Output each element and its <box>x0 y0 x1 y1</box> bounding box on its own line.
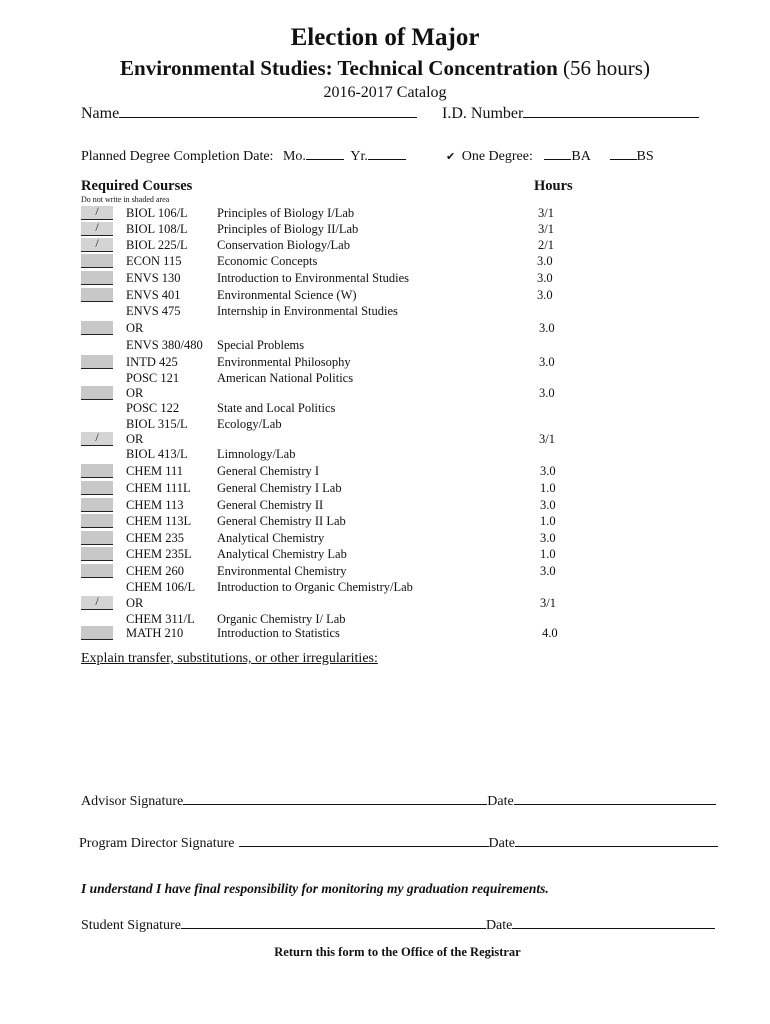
id-number-field[interactable] <box>442 103 699 123</box>
checkoff-box <box>81 498 113 512</box>
ba-label: BA <box>571 149 591 164</box>
or-label: OR <box>126 596 144 610</box>
course-title: General Chemistry I Lab <box>217 481 342 495</box>
hours-heading: Hours <box>534 178 573 194</box>
bs-blank[interactable] <box>610 145 637 160</box>
course-code: CHEM 235 <box>126 531 184 545</box>
course-hours: 4.0 <box>542 626 558 640</box>
course-hours: 3.0 <box>540 531 556 545</box>
course-hours: 3.0 <box>540 564 556 578</box>
checkoff-box <box>81 481 113 495</box>
course-code: CHEM 111 <box>126 464 184 478</box>
name-field[interactable] <box>81 103 417 123</box>
completion-date-label: Planned Degree Completion Date: <box>81 149 274 164</box>
checkoff-box: / <box>81 432 113 446</box>
course-title: Principles of Biology II/Lab <box>217 222 359 236</box>
course-code: ENVS 401 <box>126 288 181 302</box>
checkoff-box <box>81 531 113 545</box>
checkoff-box <box>81 271 113 285</box>
checkoff-box <box>81 464 113 478</box>
year-blank[interactable] <box>368 145 406 160</box>
shaded-area-note: Do not write in shaded area <box>81 195 170 204</box>
course-hours: 1.0 <box>540 481 556 495</box>
course-title: General Chemistry II <box>217 498 324 512</box>
advisor-signature-label: Advisor Signature <box>81 794 184 809</box>
month-label: Mo. <box>282 149 306 164</box>
course-hours: 3.0 <box>539 355 555 369</box>
student-signature-row <box>81 914 715 934</box>
bs-label: BS <box>636 149 654 164</box>
course-hours: 1.0 <box>540 547 556 561</box>
date-label: Date <box>487 794 514 809</box>
course-title: Analytical Chemistry Lab <box>217 547 347 561</box>
director-date-blank[interactable] <box>515 832 718 847</box>
course-hours: 3.0 <box>540 464 556 478</box>
course-code: CHEM 113 <box>126 498 184 512</box>
year-label: Yr. <box>350 149 368 164</box>
checkoff-box: / <box>81 238 113 252</box>
student-signature-label: Student Signature <box>81 918 181 933</box>
id-number-label: I.D. Number <box>442 105 524 122</box>
concentration-name: Environmental Studies: Technical Concentration <box>120 56 558 80</box>
course-title: Principles of Biology I/Lab <box>217 206 355 220</box>
course-hours: 3.0 <box>539 321 555 335</box>
course-code: BIOL 315/L <box>126 417 188 431</box>
responsibility-statement: I understand I have final responsibility for monitoring my graduation requirements. <box>81 881 549 896</box>
course-hours: 3/1 <box>539 432 555 446</box>
course-code: ENVS 475 <box>126 304 181 318</box>
id-number-blank[interactable] <box>523 103 699 118</box>
course-hours: 1.0 <box>540 514 556 528</box>
checkoff-box <box>81 626 113 640</box>
course-title: Special Problems <box>217 338 305 352</box>
student-date-blank[interactable] <box>512 914 715 929</box>
course-title: Ecology/Lab <box>217 417 282 431</box>
completion-date-row <box>81 145 406 165</box>
checkoff-box: / <box>81 222 113 236</box>
course-title: Introduction to Environmental Studies <box>217 271 409 285</box>
checkoff-box: / <box>81 206 113 220</box>
checkoff-box <box>81 355 113 369</box>
course-code: BIOL 106/L <box>126 206 188 220</box>
course-code: INTD 425 <box>126 355 178 369</box>
or-label: OR <box>126 432 144 446</box>
one-degree-row <box>446 145 654 165</box>
checkoff-box <box>81 564 113 578</box>
course-title: Environmental Science (W) <box>217 288 357 302</box>
course-code: CHEM 106/L <box>126 580 196 594</box>
checkoff-box: / <box>81 596 113 610</box>
course-title: American National Politics <box>217 371 354 385</box>
irregularities-label: Explain transfer, substitutions, or other irregularities: <box>81 651 378 666</box>
course-code: POSC 121 <box>126 371 180 385</box>
checkoff-box <box>81 386 113 400</box>
director-signature-row <box>79 832 718 852</box>
course-hours: 2/1 <box>538 238 554 252</box>
form-title: Election of Major <box>290 24 480 51</box>
checkoff-box <box>81 254 113 268</box>
course-code: CHEM 260 <box>126 564 184 578</box>
checkoff-box <box>81 547 113 561</box>
course-title: General Chemistry I <box>217 464 320 478</box>
course-code: ENVS 130 <box>126 271 181 285</box>
month-blank[interactable] <box>306 145 344 160</box>
director-signature-blank[interactable] <box>239 832 489 847</box>
course-code: ECON 115 <box>126 254 182 268</box>
checkmark-icon: ✔ <box>446 150 456 163</box>
course-hours: 3/1 <box>538 222 554 236</box>
course-title: Environmental Chemistry <box>217 564 347 578</box>
course-title: Analytical Chemistry <box>217 531 325 545</box>
course-title: General Chemistry II Lab <box>217 514 346 528</box>
student-signature-blank[interactable] <box>181 914 486 929</box>
advisor-date-blank[interactable] <box>514 790 716 805</box>
required-courses-heading: Required Courses <box>81 178 193 194</box>
checkoff-box <box>81 288 113 302</box>
course-title: Economic Concepts <box>217 254 318 268</box>
course-code: ENVS 380/480 <box>126 338 203 352</box>
course-title: Introduction to Statistics <box>217 626 340 640</box>
course-code: BIOL 413/L <box>126 447 188 461</box>
course-title: State and Local Politics <box>217 401 336 415</box>
course-hours: 3/1 <box>540 596 556 610</box>
one-degree-label: One Degree: <box>461 149 533 164</box>
course-code: BIOL 108/L <box>126 222 188 236</box>
course-hours: 3.0 <box>537 254 553 268</box>
course-code: BIOL 225/L <box>126 238 188 252</box>
course-title: Internship in Environmental Studies <box>217 304 398 318</box>
course-code: CHEM 113L <box>126 514 192 528</box>
course-code: MATH 210 <box>126 626 184 640</box>
course-hours: 3.0 <box>540 498 556 512</box>
date-label: Date <box>485 918 513 933</box>
ba-blank[interactable] <box>544 145 571 160</box>
advisor-signature-blank[interactable] <box>183 790 487 805</box>
advisor-signature-row <box>81 790 716 810</box>
course-code: CHEM 111L <box>126 481 191 495</box>
name-label: Name <box>81 105 120 122</box>
checkoff-box <box>81 514 113 528</box>
course-code: CHEM 235L <box>126 547 192 561</box>
form-subtitle <box>0 56 770 81</box>
or-label: OR <box>126 321 144 335</box>
course-hours: 3/1 <box>538 206 554 220</box>
name-blank[interactable] <box>119 103 417 118</box>
director-signature-label: Program Director Signature <box>79 836 235 851</box>
course-title: Limnology/Lab <box>217 447 296 461</box>
total-hours: (56 hours) <box>563 56 650 80</box>
course-hours: 3.0 <box>537 271 553 285</box>
course-hours: 3.0 <box>539 386 555 400</box>
checkoff-box <box>81 321 113 335</box>
course-code: POSC 122 <box>126 401 180 415</box>
course-title: Introduction to Organic Chemistry/Lab <box>217 580 413 594</box>
course-code: CHEM 311/L <box>126 612 195 626</box>
or-label: OR <box>126 386 144 400</box>
catalog-year: 2016-2017 Catalog <box>323 84 447 101</box>
course-hours: 3.0 <box>537 288 553 302</box>
course-title: Environmental Philosophy <box>217 355 351 369</box>
return-instructions: Return this form to the Office of the Registrar <box>274 945 521 959</box>
course-title: Organic Chemistry I/ Lab <box>217 612 346 626</box>
course-title: Conservation Biology/Lab <box>217 238 350 252</box>
date-label: Date <box>488 836 515 851</box>
